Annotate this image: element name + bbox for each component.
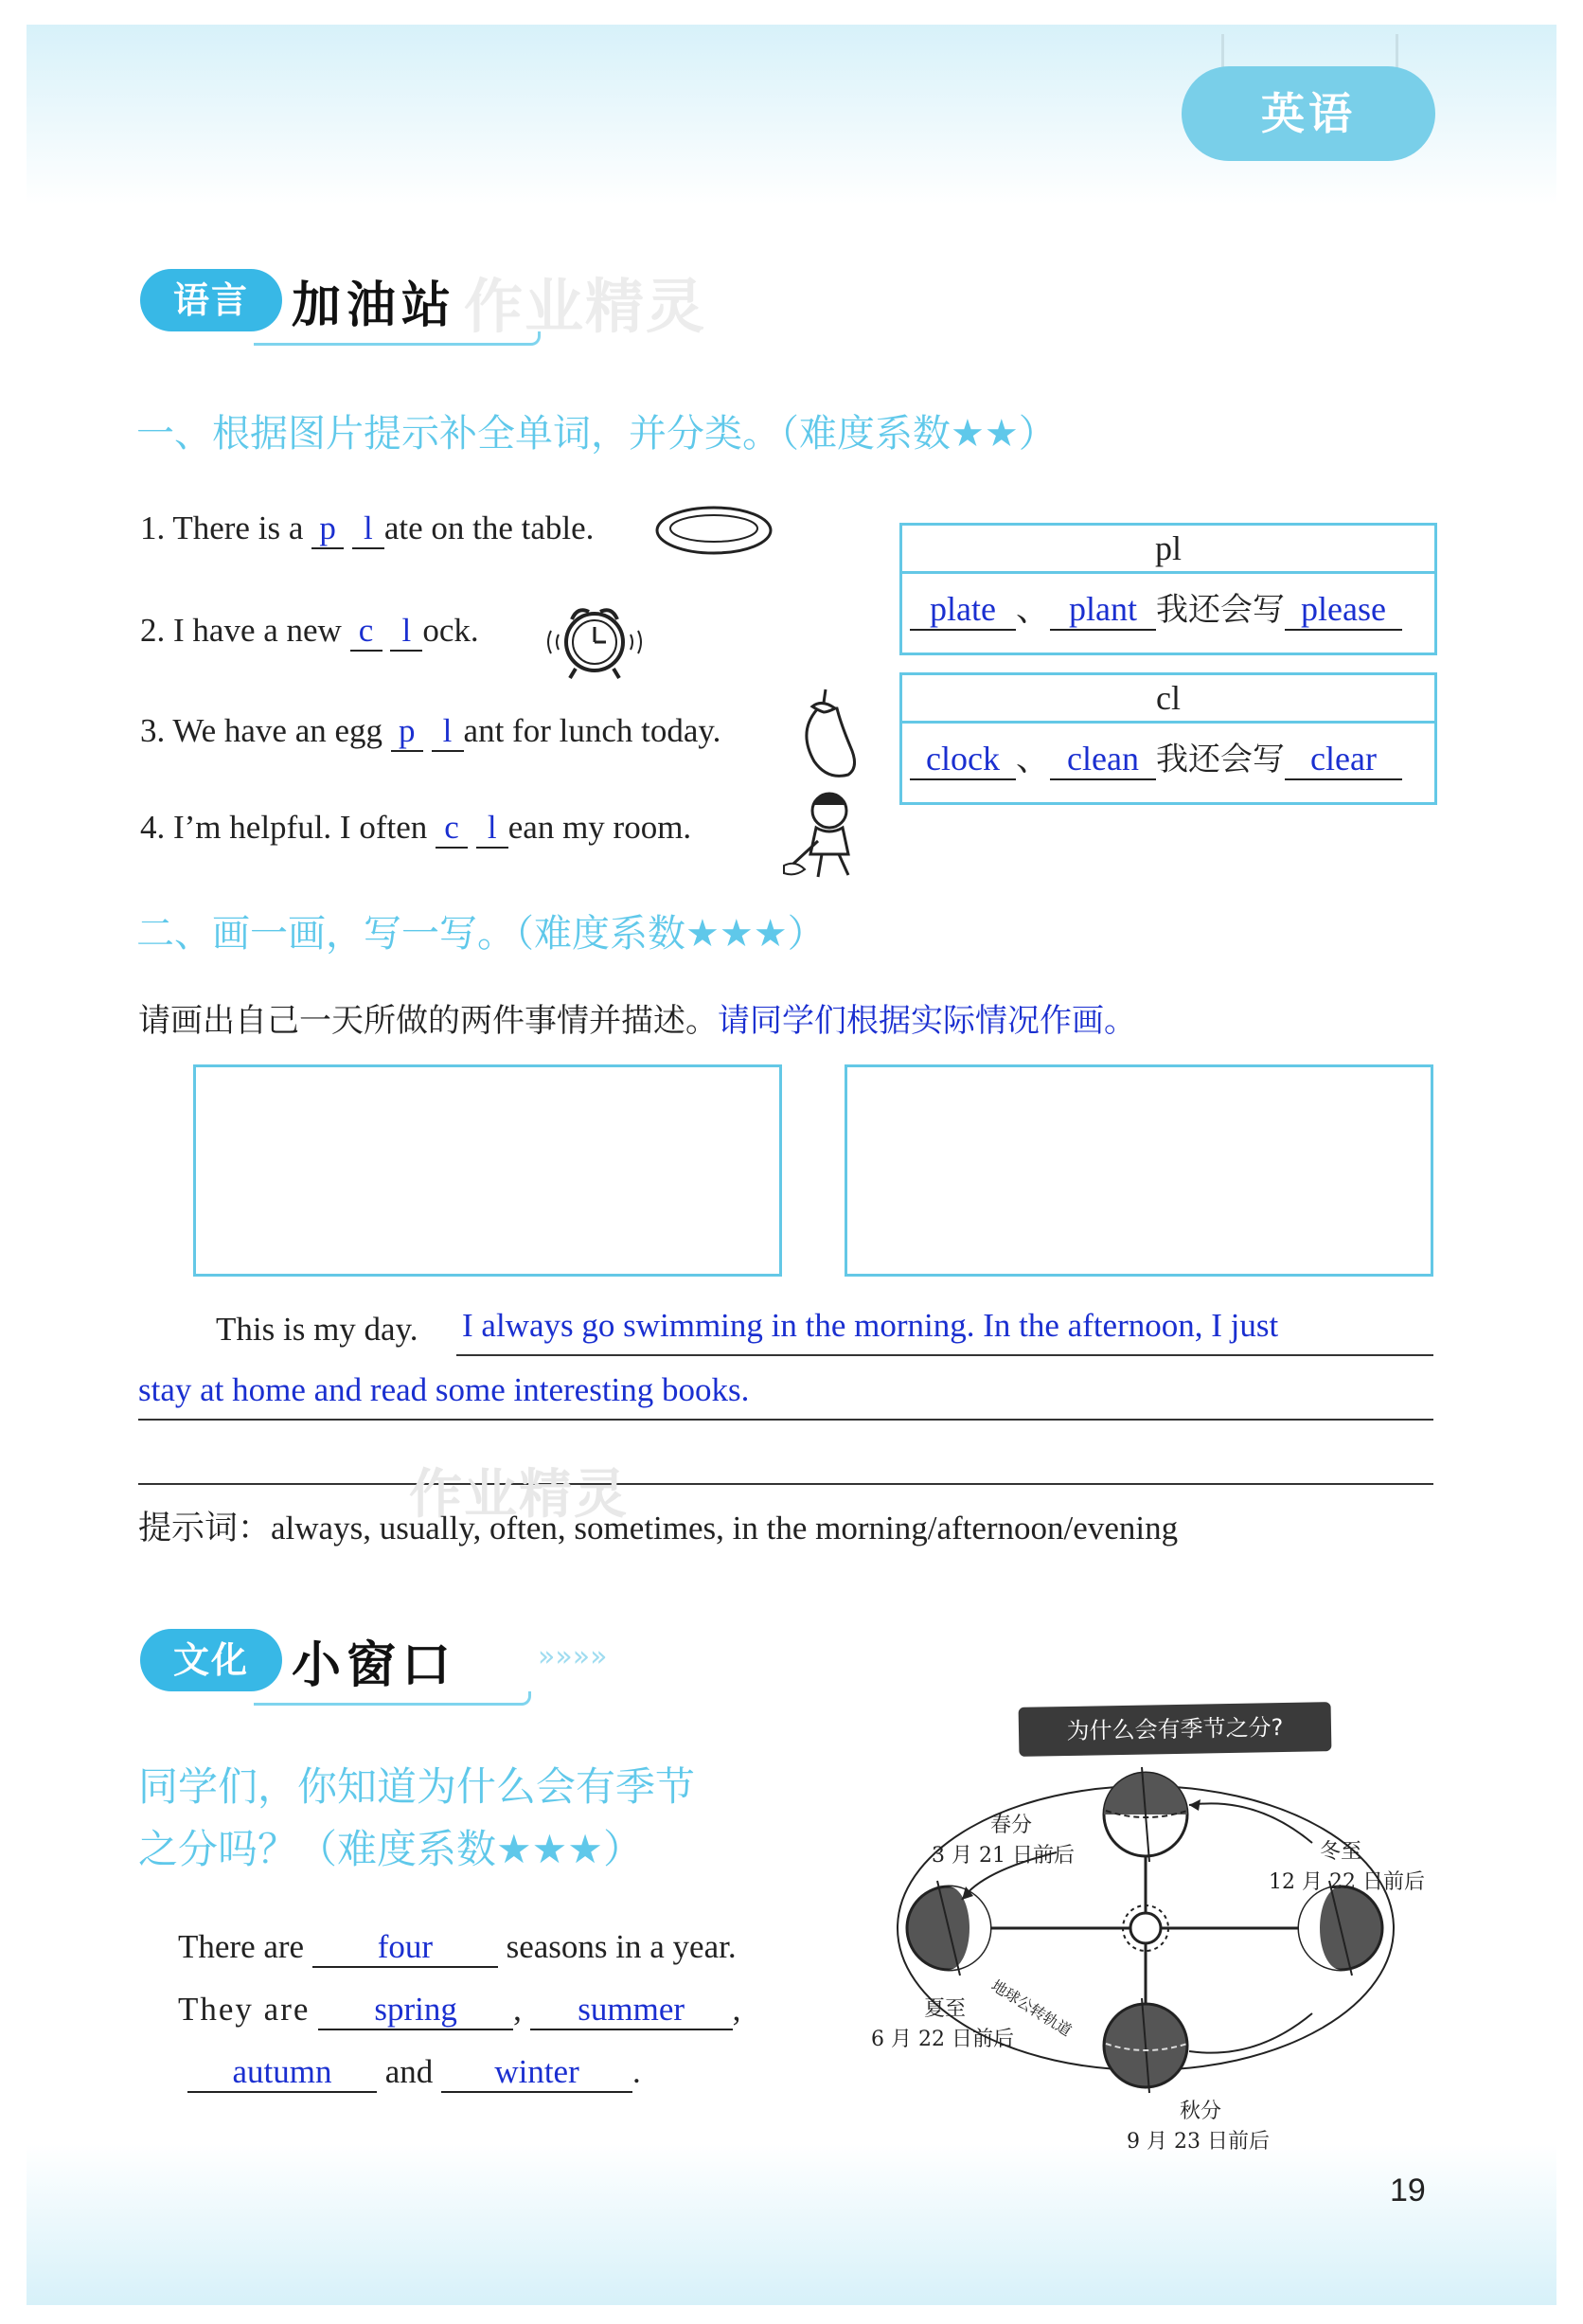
seasons-sentence-3 xyxy=(187,2053,641,2093)
item-text: 4. I’m helpful. I often xyxy=(140,809,436,846)
tag-string-right xyxy=(1396,34,1398,68)
answer-blank[interactable]: plant xyxy=(1050,589,1156,631)
table-header: cl xyxy=(902,675,1434,724)
sentence-text: seasons in a year. xyxy=(506,1928,737,1965)
q1-item-3 xyxy=(140,712,720,752)
question-3-line-2: 之分吗？（难度系数★★★） xyxy=(138,1826,643,1872)
item-text: ock. xyxy=(422,612,479,649)
drawing-box-1[interactable] xyxy=(193,1064,782,1277)
answer-blank[interactable]: autumn xyxy=(187,2053,377,2093)
spring-equinox-name: 春分 xyxy=(990,1814,1033,1837)
q2-instruction-line xyxy=(138,994,1136,1041)
answer-blank[interactable]: l xyxy=(352,509,384,549)
answer-blank[interactable]: clock xyxy=(910,739,1016,780)
answer-blank[interactable]: winter xyxy=(441,2053,632,2093)
bottom-background-band xyxy=(27,2144,1556,2305)
autumn-equinox-name: 秋分 xyxy=(1180,2100,1222,2123)
my-day-lead: This is my day. xyxy=(216,1311,418,1348)
comma: , xyxy=(732,1991,741,2028)
answer-note: 请同学们根据实际情况作画。 xyxy=(718,1002,1136,1040)
item-text: ean my room. xyxy=(507,809,692,846)
watermark-middle: 作业精灵 xyxy=(409,1464,629,1526)
writing-line-3[interactable] xyxy=(138,1483,1433,1485)
period: . xyxy=(632,2053,641,2090)
also-write-label: 我还会写 xyxy=(1156,741,1286,778)
summer-solstice-name: 夏至 xyxy=(924,1997,967,2021)
answer-blank[interactable]: l xyxy=(390,612,422,652)
item-text: ate on the table. xyxy=(383,509,595,546)
answer-blank[interactable]: clean xyxy=(1050,739,1156,780)
sun-icon xyxy=(1123,1905,1168,1951)
section-pill: 语言 xyxy=(140,269,282,331)
question-2-heading: 二、画一画，写一写。（难度系数★★★） xyxy=(136,912,826,956)
also-write-label: 我还会写 xyxy=(1156,591,1286,629)
item-text: 3. We have an egg xyxy=(140,712,391,749)
diagram-banner: 为什么会有季节之分? xyxy=(1019,1702,1332,1757)
plate-icon xyxy=(653,502,774,559)
question-1-heading: 一、根据图片提示补全单词，并分类。（难度系数★★） xyxy=(136,412,1057,456)
section-title: 小窗口 xyxy=(292,1637,457,1694)
answer-blank[interactable]: c xyxy=(350,612,382,652)
section-pill: 文化 xyxy=(140,1629,282,1691)
q1-item-1 xyxy=(140,509,594,549)
answer-line-2[interactable]: stay at home and read some interesting books. xyxy=(138,1371,750,1408)
q1-item-4 xyxy=(140,809,691,849)
question-3-line-1: 同学们，你知道为什么会有季节 xyxy=(138,1763,696,1810)
watermark-top: 作业精灵 xyxy=(464,272,707,341)
summer-solstice-date: 6 月 22 日前后 xyxy=(871,2028,1014,2051)
pl-word-table xyxy=(899,523,1437,655)
cl-word-table xyxy=(899,672,1437,805)
answer-blank[interactable]: p xyxy=(311,509,344,549)
earth-winter-icon xyxy=(1299,1881,1382,1975)
section-title: 加油站 xyxy=(292,277,457,334)
eggplant-icon xyxy=(790,684,865,782)
page-number: 19 xyxy=(1390,2172,1426,2208)
earth-spring-icon xyxy=(1104,1767,1187,1862)
table-header: pl xyxy=(902,526,1434,574)
earth-summer-icon xyxy=(907,1881,990,1975)
hint-words: 提示词：always, usually, often, sometimes, in the morning/afternoon/evening xyxy=(138,1510,1179,1546)
sentence-text: and xyxy=(384,2053,434,2090)
answer-blank[interactable]: spring xyxy=(318,1991,513,2030)
subject-tag: 英语 xyxy=(1182,66,1435,161)
answer-blank[interactable]: summer xyxy=(530,1991,733,2030)
answer-blank[interactable]: l xyxy=(476,809,508,849)
earth-autumn-icon xyxy=(1104,1998,1187,2093)
separator: 、 xyxy=(1016,590,1051,628)
q1-item-2 xyxy=(140,612,479,652)
seasons-sentence-2 xyxy=(178,1991,740,2030)
workbook-page xyxy=(27,25,1556,2305)
answer-blank[interactable]: p xyxy=(391,712,423,752)
tag-string-left xyxy=(1221,34,1224,68)
section-header-culture xyxy=(140,1625,632,1701)
alarm-clock-icon xyxy=(538,593,651,684)
table-answer-row xyxy=(910,582,1402,631)
orbit-illustration xyxy=(867,1748,1454,2146)
answer-blank[interactable]: please xyxy=(1285,589,1402,631)
autumn-equinox-date: 9 月 23 日前后 xyxy=(1127,2130,1270,2154)
answer-blank[interactable]: clear xyxy=(1285,739,1402,780)
boy-cleaning-icon xyxy=(780,788,871,883)
winter-solstice-name: 冬至 xyxy=(1320,1840,1362,1864)
answer-blank[interactable]: c xyxy=(436,809,468,849)
sentence-text: There are xyxy=(178,1928,305,1965)
item-text: ant for lunch today. xyxy=(463,712,721,749)
orbit-label: 地球公转轨道 xyxy=(987,1975,1076,2040)
item-text: 1. There is a xyxy=(140,509,312,546)
arrows-decoration: »»»» xyxy=(538,1640,608,1673)
table-answer-row xyxy=(910,732,1402,780)
drawing-box-2[interactable] xyxy=(845,1064,1433,1277)
spring-equinox-date: 3 月 21 日前后 xyxy=(932,1844,1075,1868)
instruction-text: 请画出自己一天所做的两件事情并描述。 xyxy=(138,1002,718,1040)
writing-line-2 xyxy=(138,1419,1433,1421)
separator: 、 xyxy=(1016,740,1051,778)
answer-blank[interactable]: four xyxy=(312,1928,498,1968)
writing-line-1 xyxy=(456,1354,1433,1356)
seasons-sentence-1 xyxy=(178,1928,737,1968)
sentence-text: They are xyxy=(178,1991,311,2028)
comma: , xyxy=(513,1991,522,2028)
seasons-diagram xyxy=(867,1691,1454,2165)
answer-line-1[interactable]: I always go swimming in the morning. In the afternoon, I just xyxy=(462,1307,1279,1344)
winter-solstice-date: 12 月 22 日前后 xyxy=(1269,1870,1425,1894)
answer-blank[interactable]: plate xyxy=(910,589,1016,631)
answer-blank[interactable]: l xyxy=(432,712,464,752)
item-text: 2. I have a new xyxy=(140,612,350,649)
